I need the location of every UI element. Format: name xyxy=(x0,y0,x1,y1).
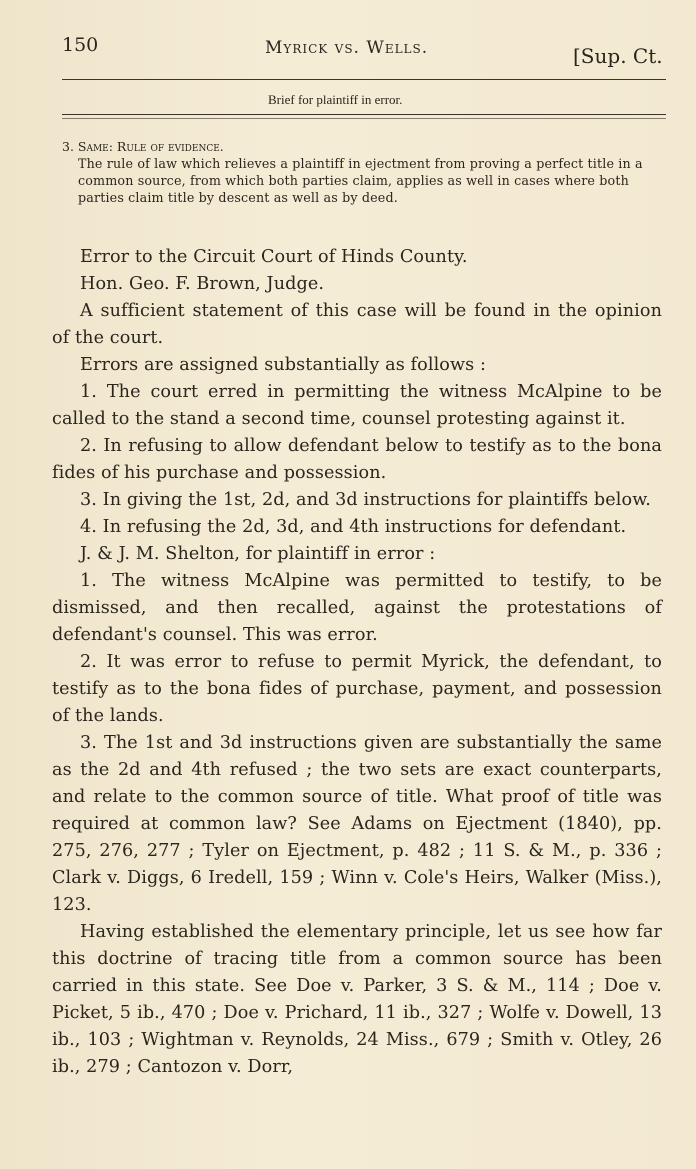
brief-rule-2 xyxy=(62,118,666,119)
paragraph: J. & J. M. Shelton, for plaintiff in error : xyxy=(80,544,436,564)
running-header xyxy=(0,30,696,70)
paragraph: 1. The witness McAlpine was permitted to testify, to be dismissed, and then recalled, against the protestations of defendant's counsel. This was error. xyxy=(52,571,662,645)
paragraph: A sufficient statement of this case will be found in the opinion of the court. xyxy=(52,301,662,348)
paragraph: Error to the Circuit Court of Hinds County. xyxy=(80,247,468,267)
court-label: [Sup. Ct. xyxy=(573,44,663,68)
header-rule xyxy=(62,79,666,80)
brief-label: Brief for plaintiff in error. xyxy=(268,92,403,107)
paragraph: 4. In refusing the 2d, 3d, and 4th instructions for defendant. xyxy=(80,517,627,537)
main-text xyxy=(52,244,662,1081)
brief-rule-1 xyxy=(62,114,666,115)
paragraph: 2. In refusing to allow defendant below to testify as to the bona fides of his purchase and possession. xyxy=(52,436,662,483)
paragraph: 1. The court erred in permitting the witness McAlpine to be called to the stand a second time, counsel protesting against it. xyxy=(52,382,662,429)
page-number: 150 xyxy=(62,34,99,56)
paragraph: 3. In giving the 1st, 2d, and 3d instructions for plaintiffs below. xyxy=(80,490,651,510)
paragraph: 2. It was error to refuse to permit Myrick, the defendant, to testify as to the bona fides of purchase, payment, and possession of the lands. xyxy=(52,652,662,726)
paragraph: Hon. Geo. F. Brown, Judge. xyxy=(80,274,325,294)
paragraph: Errors are assigned substantially as follows : xyxy=(80,355,487,375)
headnote-title: 3. Same: Rule of evidence. xyxy=(62,139,224,154)
paragraph: Having established the elementary principle, let us see how far this doctrine of tracing title from a common source has been carried in this state. See Doe v. Parker, 3 S. & M., 114 ; Doe v. Picket, 5 ib., 470 ; Doe v. Prichard, 11 ib., 327 ; Wolfe v. Dowell, 13 ib., 103 ; Wightman v. Reynolds, 24 Miss., 679 ; Smith v. Otley, 26 ib., 279 ; Cantozon v. Dorr, xyxy=(52,922,662,1077)
headnote-body: The rule of law which relieves a plaintiff in ejectment from proving a perfect title in a common source, from which both parties claim, applies as well in cases where both parties claim title by descent as well as by deed. xyxy=(78,156,643,205)
headnote xyxy=(62,138,667,206)
running-title: Myrick vs. Wells. xyxy=(265,38,429,58)
paragraph: 3. The 1st and 3d instructions given are substantially the same as the 2d and 4th refused ; the two sets are exact counterparts, and relate to the common source of title. What proof of title was required at common law? See Adams on Ejectment (1840), pp. 275, 276, 277 ; Tyler on Ejectment, p. 482 ; 11 S. & M., p. 336 ; Clark v. Diggs, 6 Iredell, 159 ; Winn v. Cole's Heirs, Walker (Miss.), 123. xyxy=(52,733,662,915)
